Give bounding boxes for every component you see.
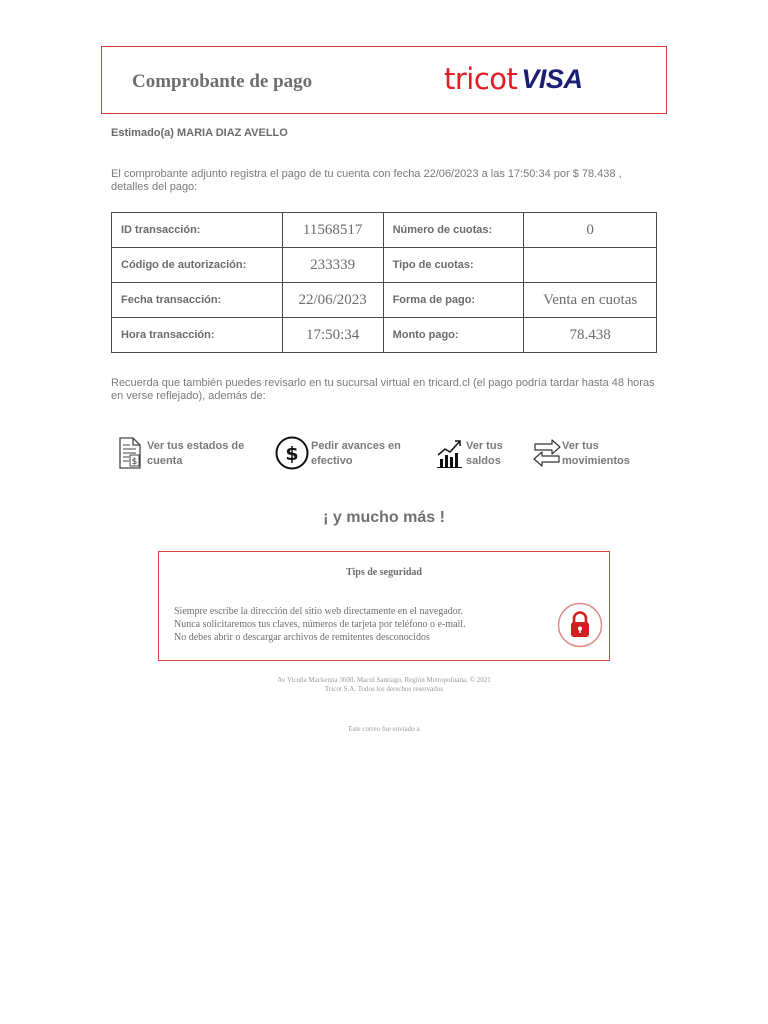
feature-statements[interactable] xyxy=(118,437,244,469)
dollar-circle-icon xyxy=(275,436,309,470)
feature-cash-advance-label: Pedir avances en efectivo xyxy=(311,440,401,467)
field-label: ID transacción: xyxy=(112,213,283,248)
field-label: Número de cuotas: xyxy=(383,213,524,248)
field-value: 0 xyxy=(524,213,657,248)
reminder-text: Recuerda que también puedes revisarlo en tu sucursal virtual en tricard.cl (el pago podría tardar hasta 48 horas en verse reflejado), además de: xyxy=(111,377,655,402)
feature-statements-label: Ver tus estados de cuenta xyxy=(147,440,245,467)
footer-copyright: Tricot S.A. Todos los derechos reservados xyxy=(325,685,443,693)
table-row xyxy=(112,248,657,283)
field-value: 233339 xyxy=(282,248,383,283)
field-value: Venta en cuotas xyxy=(524,283,657,318)
tricot-logo: tricot xyxy=(444,61,518,96)
page-title: Comprobante de pago xyxy=(132,71,313,92)
transaction-table xyxy=(111,212,657,353)
tip-line: No debes abrir o descargar archivos de remitentes desconocidos xyxy=(174,632,430,643)
and-much-more-heading: ¡ y mucho más ! xyxy=(323,509,445,526)
field-value: 17:50:34 xyxy=(282,318,383,353)
field-label: Monto pago: xyxy=(383,318,524,353)
field-label: Código de autorización: xyxy=(112,248,283,283)
feature-movements-label: Ver tus movimientos xyxy=(562,440,630,467)
feature-balances[interactable] xyxy=(436,438,503,469)
lock-icon xyxy=(557,602,603,648)
svg-text:$: $ xyxy=(285,443,299,465)
table-row xyxy=(112,318,657,353)
feature-cash-advance[interactable] xyxy=(275,436,401,470)
table-row xyxy=(112,213,657,248)
statement-document-icon xyxy=(118,437,142,469)
visa-logo: VISA xyxy=(521,63,583,94)
receipt-header xyxy=(101,46,667,114)
sent-to-text: Este correo fue enviado a xyxy=(348,725,420,733)
security-tips-text xyxy=(174,605,466,644)
growth-chart-icon xyxy=(436,438,464,468)
tip-line: Nunca solicitaremos tus claves, números de tarjeta por teléfono o e-mail. xyxy=(174,619,466,630)
feature-movements[interactable] xyxy=(532,438,630,469)
field-label: Hora transacción: xyxy=(112,318,283,353)
field-label: Forma de pago: xyxy=(383,283,524,318)
security-tips-title: Tips de seguridad xyxy=(346,567,422,578)
feature-balances-label: Ver tus saldos xyxy=(466,440,503,467)
svg-text:$: $ xyxy=(131,457,138,467)
brand-logo xyxy=(444,59,582,99)
field-label: Tipo de cuotas: xyxy=(383,248,524,283)
field-value xyxy=(524,248,657,283)
field-value: 22/06/2023 xyxy=(282,283,383,318)
tip-line: Siempre escribe la dirección del sitio web directamente en el navegador. xyxy=(174,606,464,617)
greeting: Estimado(a) MARIA DIAZ AVELLO xyxy=(111,127,288,139)
transfer-arrows-icon xyxy=(532,438,562,468)
footer xyxy=(0,676,768,694)
field-value: 78.438 xyxy=(524,318,657,353)
security-tips-box xyxy=(158,551,610,661)
field-value: 11568517 xyxy=(282,213,383,248)
table-row xyxy=(112,283,657,318)
intro-text: El comprobante adjunto registra el pago de tu cuenta con fecha 22/06/2023 a las 17:50:34 por $ 78.438 , detalles del pago: xyxy=(111,168,622,193)
footer-address: Av Vicuña Mackenna 3600, Macul Santiago, Región Metropolitana. © 2021 xyxy=(277,676,491,684)
field-label: Fecha transacción: xyxy=(112,283,283,318)
